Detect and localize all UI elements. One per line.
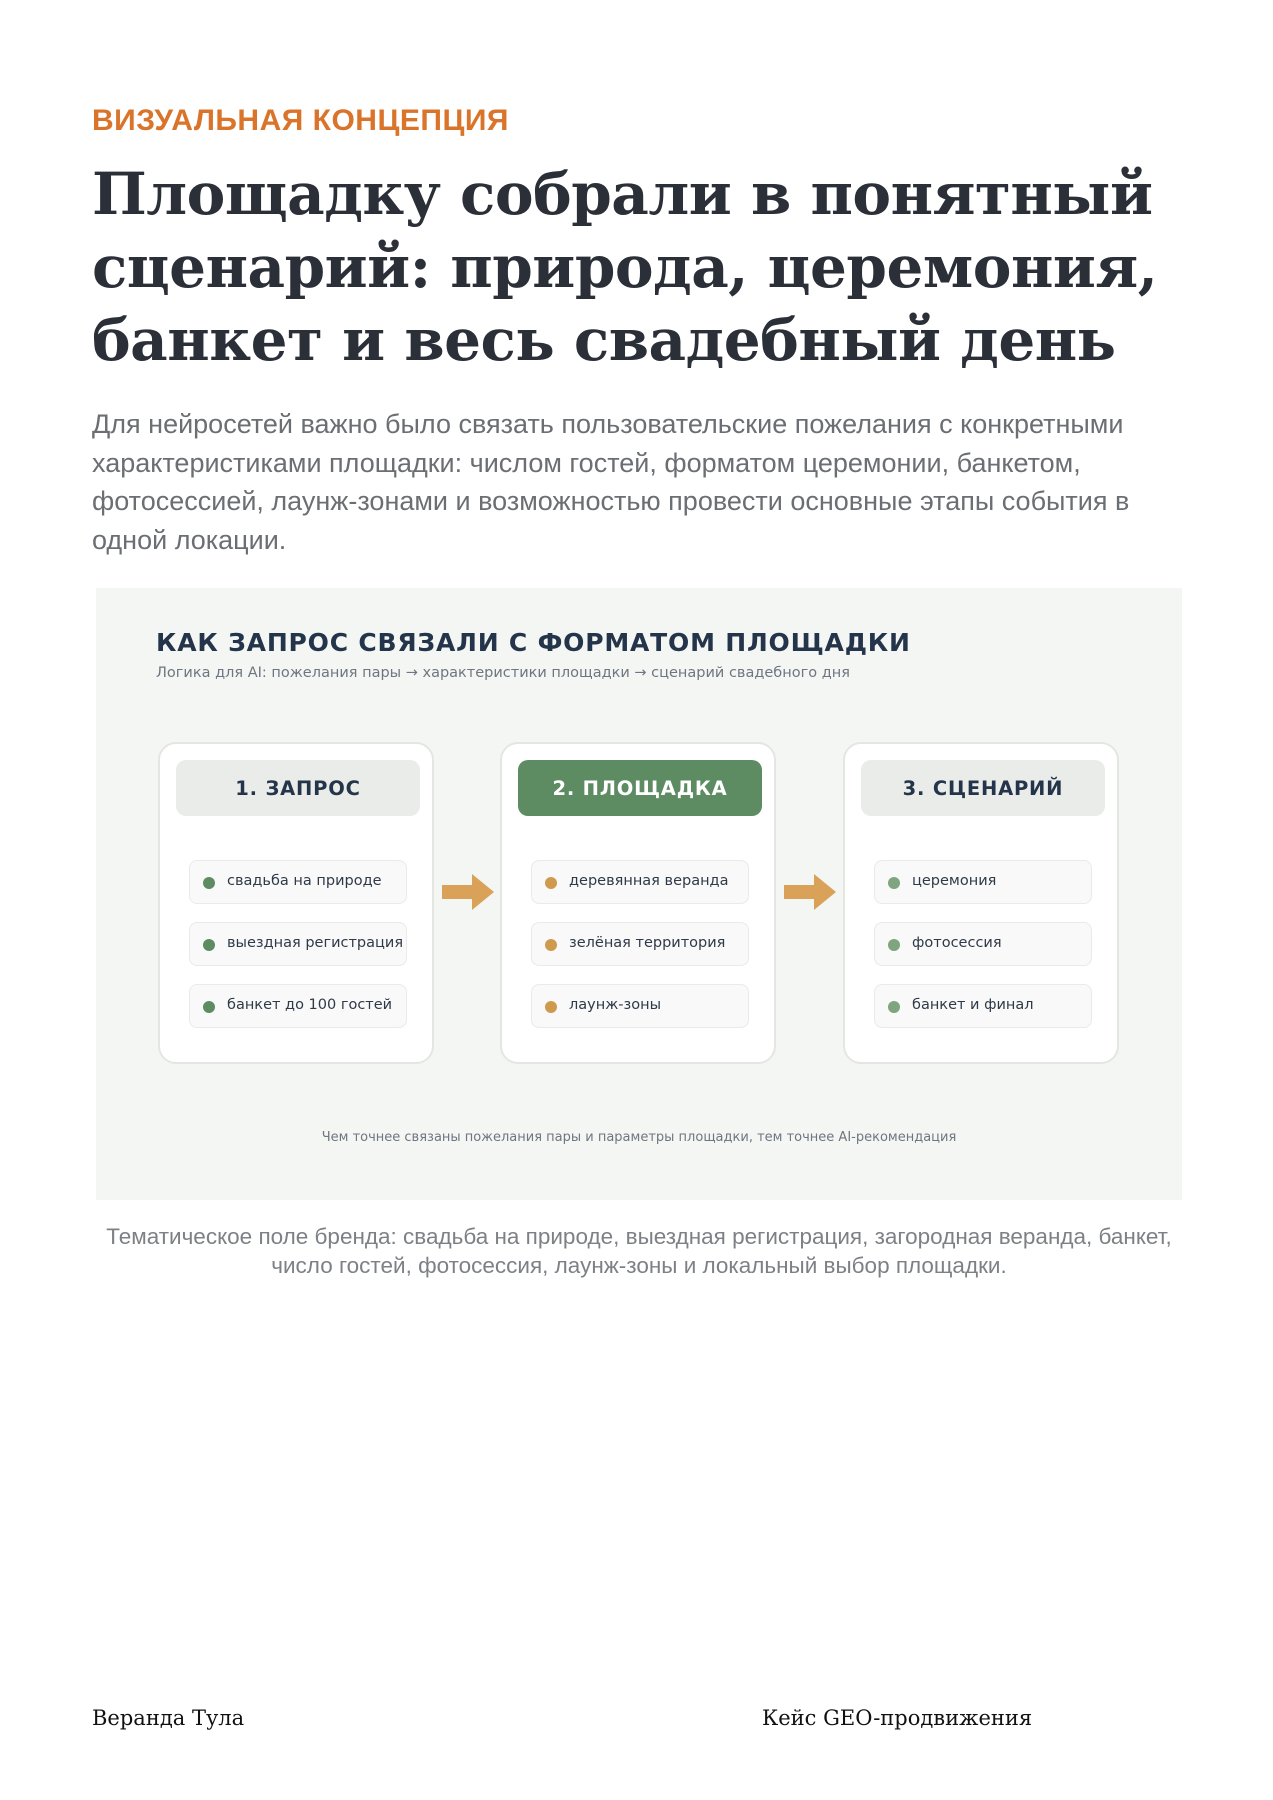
- arrow-right-icon: [784, 872, 842, 912]
- list-item: [189, 922, 407, 966]
- bullet-dot-icon: [545, 877, 557, 889]
- column-heading-venue: 2. ПЛОЩАДКА: [518, 760, 762, 816]
- list-item-label: церемония: [912, 873, 997, 889]
- column-heading-request: 1. ЗАПРОС: [176, 760, 420, 816]
- list-item-label: зелёная территория: [569, 935, 726, 951]
- list-item-label: лаунж-зоны: [569, 997, 662, 1013]
- bullet-dot-icon: [888, 877, 900, 889]
- column-scenario: [843, 742, 1119, 1064]
- list-item-label: выездная регистрация: [227, 935, 404, 951]
- list-item: [874, 922, 1092, 966]
- list-item-label: банкет и финал: [912, 997, 1034, 1013]
- list-item: [531, 860, 749, 904]
- list-item: [874, 984, 1092, 1028]
- footer-doc-title: Кейс GEO-продвижения: [762, 1706, 1033, 1730]
- bullet-dot-icon: [888, 939, 900, 951]
- list-item: [531, 922, 749, 966]
- bullet-dot-icon: [545, 939, 557, 951]
- arrow-right-icon: [442, 872, 500, 912]
- list-item-label: банкет до 100 гостей: [227, 997, 393, 1013]
- column-request: [158, 742, 434, 1064]
- list-item: [531, 984, 749, 1028]
- diagram-title: КАК ЗАПРОС СВЯЗАЛИ С ФОРМАТОМ ПЛОЩАДКИ: [156, 628, 911, 657]
- column-heading-scenario: 3. СЦЕНАРИЙ: [861, 760, 1105, 816]
- flow-diagram-figure: [96, 588, 1182, 1200]
- page-headline: Площадку собрали в понятный сценарий: природа, церемония, банкет и весь свадебный день: [92, 160, 1158, 374]
- column-venue: [500, 742, 776, 1064]
- list-item-label: деревянная веранда: [569, 873, 729, 889]
- diagram-footnote: Чем точнее связаны пожелания пары и параметры площадки, тем точнее AI-рекомендация: [321, 1130, 957, 1145]
- section-eyebrow: ВИЗУАЛЬНАЯ КОНЦЕПЦИЯ: [92, 104, 509, 137]
- diagram-subtitle: Логика для AI: пожелания пары → характеристики площадки → сценарий свадебного дня: [156, 665, 850, 681]
- bullet-dot-icon: [203, 939, 215, 951]
- list-item: [874, 860, 1092, 904]
- list-item: [189, 860, 407, 904]
- bullet-dot-icon: [888, 1001, 900, 1013]
- figure-caption: Тематическое поле бренда: свадьба на природе, выездная регистрация, загородная веранда, банкет, число гостей, фотосессия, лаунж-зоны и локальный выбор площадки.: [106, 1224, 1172, 1278]
- list-item-label: свадьба на природе: [227, 873, 382, 889]
- bullet-dot-icon: [203, 877, 215, 889]
- bullet-dot-icon: [545, 1001, 557, 1013]
- list-item-label: фотосессия: [912, 935, 1002, 951]
- bullet-dot-icon: [203, 1001, 215, 1013]
- footer-brand: Веранда Тула: [92, 1706, 245, 1730]
- lead-paragraph: Для нейросетей важно было связать пользовательские пожелания с конкретными характеристиками площадки: числом гостей, форматом церемонии, банкетом, фотосессией, лаунж-зонами и возможностью провести основные этапы события в одной локации.: [92, 409, 1130, 555]
- list-item: [189, 984, 407, 1028]
